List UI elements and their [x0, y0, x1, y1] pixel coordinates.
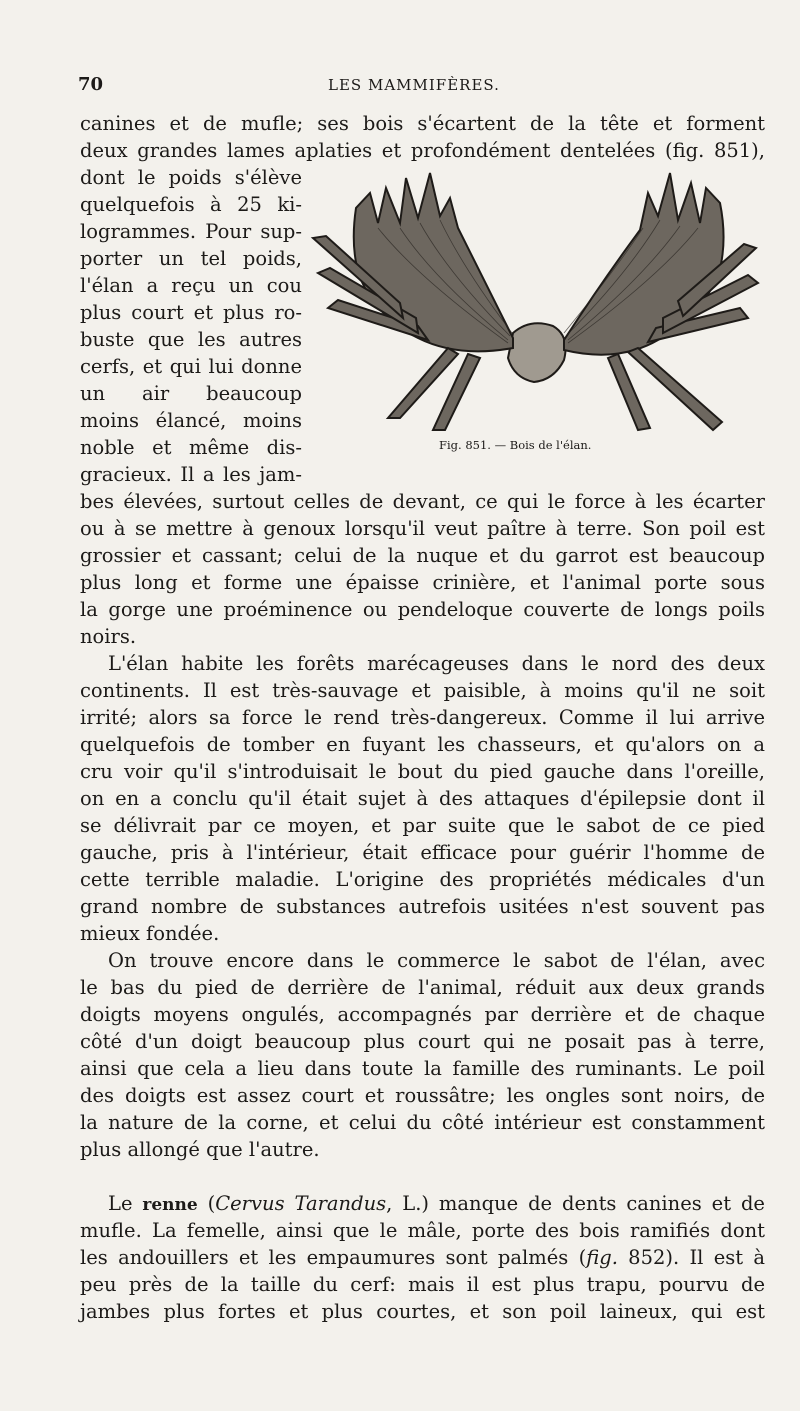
text-line: cette terrible maladie. L'origine des propriétés médicales d'un — [80, 868, 765, 891]
text-line: jambes plus fortes et plus courtes, et son poil laineux, qui est — [80, 1300, 765, 1323]
text-line: gracieux. Il a les jam- — [80, 463, 302, 486]
text-line: le bas du pied de derrière de l'animal, réduit aux deux grands — [80, 976, 765, 999]
text-line: peu près de la taille du cerf: mais il est plus trapu, pourvu de — [80, 1273, 765, 1296]
text-run: 852). Il est à — [617, 1246, 765, 1269]
text-line: noirs. — [80, 625, 137, 648]
figure-elk-antlers — [308, 168, 764, 458]
figure-caption: Fig. 851. — Bois de l'élan. — [439, 438, 592, 452]
text-line: plus court et plus ro- — [80, 301, 302, 324]
text-run: les andouillers et les empaumures sont palmés ( — [80, 1246, 587, 1269]
text-line: l'élan a reçu un cou — [80, 274, 302, 297]
text-line: la nature de la corne, et celui du côté intérieur est constamment — [80, 1111, 765, 1134]
text-line: côté d'un doigt beaucoup plus court qui ne posait pas à terre, — [80, 1030, 765, 1053]
text-line: la gorge une proéminence ou pendeloque couverte de longs poils — [80, 598, 765, 621]
text-line: moins élancé, moins — [80, 409, 302, 432]
text-line: un air beaucoup — [80, 382, 302, 405]
running-head: LES MAMMIFÈRES. — [328, 76, 500, 94]
text-line: plus long et forme une épaisse crinière, et l'animal porte sous — [80, 571, 765, 594]
text-line: mieux fondée. — [80, 922, 220, 945]
text-line: doigts moyens ongulés, accompagnés par derrière et de chaque — [80, 1003, 765, 1026]
text-line: irrité; alors sa force le rend très-dangereux. Comme il lui arrive — [80, 706, 765, 729]
text-line: porter un tel poids, — [80, 247, 302, 270]
text-line: des doigts est assez court et roussâtre; les ongles sont noirs, de — [80, 1084, 765, 1107]
text-line: L'élan habite les forêts marécageuses dans le nord des deux — [108, 652, 765, 675]
text-line: cerfs, et qui lui donne — [80, 355, 302, 378]
text-line: deux grandes lames aplaties et profondément dentelées (fig. 851), — [80, 139, 765, 162]
text-line: buste que les autres — [80, 328, 302, 351]
text-line: logrammes. Pour sup- — [80, 220, 302, 243]
text-line: on en a conclu qu'il était sujet à des attaques d'épilepsie dont il — [80, 787, 765, 810]
text-line: gauche, pris à l'intérieur, était efficace pour guérir l'homme de — [80, 841, 765, 864]
fig-ref: fig. — [586, 1246, 618, 1269]
text-run: , L.) manque de dents canines et de — [386, 1192, 765, 1215]
text-line: bes élevées, surtout celles de devant, ce qui le force à les écarter — [80, 490, 765, 513]
page-number: 70 — [78, 74, 104, 95]
text-line: cru voir qu'il s'introduisait le bout du pied gauche dans l'oreille, — [80, 760, 765, 783]
text-line: continents. Il est très-sauvage et paisible, à moins qu'il ne soit — [80, 679, 765, 702]
term-renne: renne — [142, 1195, 198, 1215]
text-line: dont le poids s'élève — [80, 166, 302, 189]
text-line: ainsi que cela a lieu dans toute la famille des ruminants. Le poil — [80, 1057, 765, 1080]
text-line: canines et de mufle; ses bois s'écartent de la tête et forment — [80, 112, 765, 135]
text-line: se délivrait par ce moyen, et par suite que le sabot de ce pied — [80, 814, 765, 837]
scientific-name: Cervus Tarandus — [215, 1192, 387, 1215]
text-run: Le — [108, 1192, 143, 1215]
text-line — [80, 1246, 765, 1270]
text-run: ( — [197, 1192, 216, 1215]
text-line: quelquefois à 25 ki- — [80, 193, 302, 216]
elk-antlers-illustration — [308, 168, 764, 438]
text-line: mufle. La femelle, ainsi que le mâle, porte des bois ramifiés dont — [80, 1219, 765, 1242]
text-line — [108, 1192, 765, 1217]
text-line: quelquefois de tomber en fuyant les chasseurs, et qu'alors on a — [80, 733, 765, 756]
page-header — [78, 74, 718, 100]
text-line: plus allongé que l'autre. — [80, 1138, 320, 1161]
text-line: grossier et cassant; celui de la nuque et du garrot est beaucoup — [80, 544, 765, 567]
text-line: grand nombre de substances autrefois usitées n'est souvent pas — [80, 895, 765, 918]
text-line: ou à se mettre à genoux lorsqu'il veut paître à terre. Son poil est — [80, 517, 765, 540]
text-line: noble et même dis- — [80, 436, 302, 459]
text-line: On trouve encore dans le commerce le sabot de l'élan, avec — [108, 949, 765, 972]
